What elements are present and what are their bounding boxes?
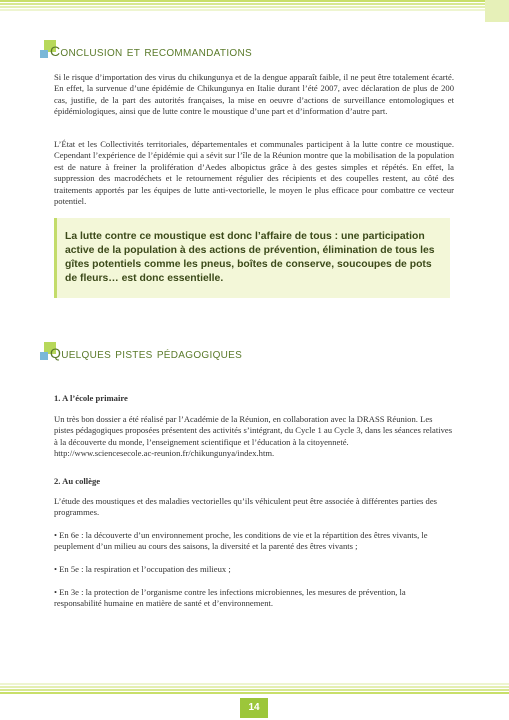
section-title-pedagogy: Quelques pistes pédagogiques (50, 345, 243, 361)
bullet-3e: • En 3e : la protection de l’organisme contre les infections microbiennes, les mesures de prévention, la responsabilité humaine en matière de santé et d’environnement. (54, 587, 406, 609)
subheading-primary-school: 1. A l’école primaire (54, 393, 128, 403)
paragraph-risk: Si le risque d’importation des virus du chikungunya et de la dengue apparaît faible, il ne peut être totalement écarté. En effet, la survenue d’une épidémie de Chikungunya en Italie durant l’été 2007, avec déclaration de plus de 200 cas, justifie, de la part des autorités françaises, la mise en oeuvre d’actions de surveillance entomologiques et épidémiologiques, ainsi que de lutte contre le moustique d’une part et d’information d’autre part. (54, 72, 454, 117)
title-marker-square-small (40, 352, 48, 360)
bullet-5e: • En 5e : la respiration et l’occupation des milieux ; (54, 564, 231, 574)
paragraph-collectivities: L’État et les Collectivités territoriales, départementales et communales participent à la lutte contre ce moustique. Cependant l’expérience de l’épidémie qui a sévit sur l’île de la Réunion montre que la mobilisation de la population est de nature à freiner la prolifération d’Aedes albopictus grâce à des gestes simples et répétés. En effet, la suppression des macrodéchets et le retournement régulier des récipients et des coupelles restent, au côté des traitements apportés par les équipes de lutte anti-vectorielle, le moyen le plus efficace pour combattre ce vecteur potentiel. (54, 139, 454, 207)
top-decorative-stripes (0, 0, 509, 12)
corner-tab (485, 0, 509, 22)
title-marker-square-small (40, 50, 48, 58)
paragraph-college-intro: L’étude des moustiques et des maladies vectorielles qu’ils véhiculent peut être associée à différentes parties des programmes. (54, 496, 438, 518)
primary-school-link[interactable]: http://www.sciencesecole.ac-reunion.fr/chikungunya/index.htm. (54, 448, 275, 458)
page-number: 14 (248, 702, 260, 713)
paragraph-primary-school: Un très bon dossier a été réalisé par l’Académie de la Réunion, en collaboration avec la DRASS Réunion. Les pistes pédagogiques proposées présentent des activités s’intégrant, du Cycle 1 au Cycle 3, dans les séances relatives à la découverte du monde, l’enseignement scientifique et l’éducation à la citoyenneté. (54, 414, 453, 447)
callout-box (54, 218, 450, 298)
callout-text: La lutte contre ce moustique est donc l’affaire de tous : une participation active de la population à des actions de prévention, élimination de tous les gîtes potentiels comme les pneus, boîtes de conserve, soucoupes de pots de fleurs… est donc essentielle. (65, 231, 435, 284)
bullet-6e: • En 6e : la découverte d’un environnement proche, les conditions de vie et la répartition des êtres vivants, le peuplement d’un milieu au cours des saisons, la diversité et la parenté des êtres vivants ; (54, 530, 428, 552)
page-number-badge (240, 698, 268, 718)
section-title-conclusion: Conclusion et recommandations (50, 43, 252, 59)
subheading-college: 2. Au collège (54, 476, 101, 486)
bottom-decorative-stripes (0, 683, 509, 695)
